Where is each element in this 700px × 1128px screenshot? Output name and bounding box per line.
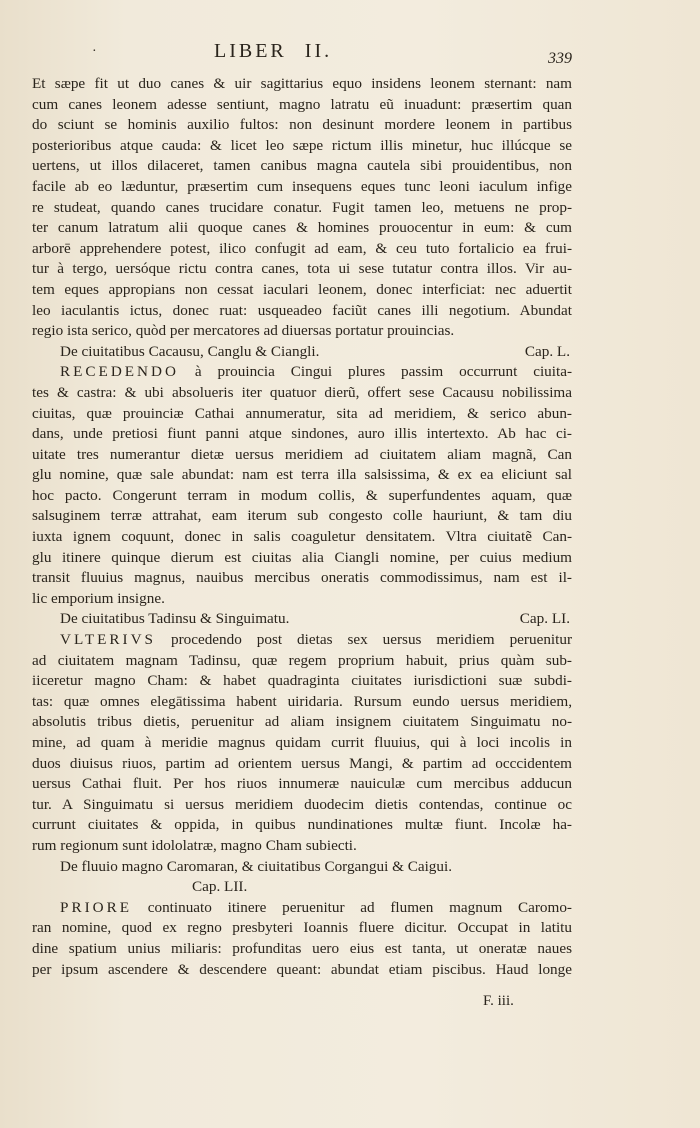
text-line: transit fluuius magnus, nauibus mercibus oneratis commodissimus, nam est il- <box>32 569 572 587</box>
text-line: Et sæpe fit ut duo canes & uir sagittarius equo insidens leonem sternant: nam <box>32 75 572 92</box>
text-line: uertens, ut illos dilaceret, tamen canibus magna cautela sibi prouidentibus, non <box>32 157 572 175</box>
text-line: iiceretur magno Cham: & habet quadraginta ciuitates iurisdictioni suæ subdi- <box>32 672 572 690</box>
text-line: glu nomine, quæ sale abundat: nam est terra illa salsissima, & ex ea eliciunt sal <box>32 466 572 484</box>
text-line: posterioribus atque cauda: & licet leo sæpe rictum illis minetur, huc illúcque se <box>32 136 572 154</box>
text-line: dine spatium unius miliaris: profunditas uero eius est tanta, ut oneratæ naues <box>32 939 572 957</box>
text-line: tas: quæ omnes elegātissima habent uiridaria. Rursum eundo uersus meridiem, <box>32 692 572 710</box>
folio-number: 339 <box>548 50 572 67</box>
text-line: leo iaculantis ictus, donec ruat: usqueadeo faciũt canes illi negotium. Abundat <box>32 301 572 319</box>
text-line: rum regionum sunt idololatræ, magno Cham subiecti. <box>32 836 357 854</box>
book-number: II. <box>304 40 333 62</box>
text-line: tem eques appropians non cessat iaculari leonem, donec interficiat: nec aduertit <box>32 280 572 298</box>
text-line: re studeat, quando canes trucidare conatur. Fugit tamen leo, metuens ne prop- <box>32 198 572 216</box>
opening-word: RECEDENDO <box>60 363 179 381</box>
text-line: duos diuisus riuos, partim ad orientem uersus Mangi, & partim ad occcidentem <box>32 754 572 772</box>
text-line: uitate tres numerantur dietæ uersus meridiem ad ciuitatem aliam magnã, Can <box>32 445 572 463</box>
text-line: cum canes leonem adesse sentiunt, magno latratu eũ inuadunt: præsertim quan <box>32 95 572 113</box>
running-head-title: LIBER <box>214 40 287 62</box>
text-line: dans, unde pretiosi fiunt panni atque sindones, auro illis intertexto. Ab hac ci- <box>32 425 572 443</box>
text-line: ran nomine, quod ex regno presbyteri Ioannis fluere dicitur. Occupat in latitu <box>32 919 572 937</box>
text-line: uersus Cathai fluit. Per hos riuos innumeræ nauiculæ cum mercibus adducun <box>32 775 572 793</box>
catchword: F. iii. <box>483 993 514 1009</box>
text-line: iuxta ignem coquunt, donec in salis coaguletur densitatem. Vltra ciuitatẽ Can- <box>32 528 572 546</box>
chapter-heading <box>32 609 572 630</box>
chapter-heading-title: De ciuitatibus Cacausu, Canglu & Ciangli. <box>60 342 320 360</box>
opening-word: PRIORE <box>60 898 133 916</box>
text-line: ter canum latratum alii quoque canes & homines prouocentur in eum: & cum <box>32 219 572 237</box>
text-line: glu itinere quinque dierum est ciuitas alia Ciangli nomine, per cuius medium <box>32 548 572 566</box>
text-block <box>32 74 572 980</box>
text-line: tur. A Singuimatu si uersus meridiem duodecim dietis contendas, continue oc <box>32 795 572 813</box>
text-line: do sciunt se hominis auxilio fultos: non desinunt mordere leonem in partibus <box>32 116 572 134</box>
chapter-number: Cap. L. <box>524 342 570 360</box>
text-line: facile ab eo læduntur, præsertim cum insequens eques tunc leoni iaculum infige <box>32 177 572 195</box>
text-line: tes & castra: & ubi absolueris iter quatuor dierũ, offert sese Cacausu nobilissima <box>32 383 572 401</box>
text-line: absolutis tribus dietis, peruenitur ad aliam insignem ciuitatem Singuimatu no- <box>32 713 572 731</box>
chapter-heading-title: De fluuio magno Caromaran, & ciuitatibus Corgangui & Caigui. <box>60 857 452 875</box>
text-line: PRIORE continuato itinere peruenitur ad flumen magnum Caromo- <box>60 898 572 916</box>
text-line: currunt ciuitates & oppida, in quibus nundinationes multæ fiunt. Incolæ ha- <box>32 816 572 834</box>
text-line: salsuginem terræ attrahat, eam iterum sub congesto colle hauriunt, & tam diu <box>32 507 572 525</box>
chapter-heading <box>32 342 572 363</box>
opening-word: VLTERIVS <box>60 631 157 649</box>
text-line: ciuitas, quæ prouinciæ Cathai annumeratur, sita ad meridiem, & serico abun- <box>32 404 572 422</box>
text-line: RECEDENDO à prouincia Cingui plures passim occurrunt ciuita- <box>60 363 572 381</box>
text-line: tur à tergo, uersóque rictu contra canes, tota ui sese tutatur contra illos. Vir au- <box>32 260 572 278</box>
running-head <box>214 40 332 63</box>
text-line: hoc pacto. Congerunt terram in modum collis, & superfundentes aquam, quæ <box>32 486 572 504</box>
chapter-heading <box>32 857 572 878</box>
printer-mark: · <box>92 44 97 59</box>
text-line: VLTERIVS procedendo post dietas sex uersus meridiem peruenitur <box>60 631 572 649</box>
text-line: ad ciuitatem magnam Tadinsu, quæ regem proprium habuit, prius quàm sub- <box>32 651 572 669</box>
chapter-number: Cap. LI. <box>519 610 570 628</box>
text-line: arborē apprehendere potest, ilico confugit ad eam, & ceu tuto fortalicio ea frui- <box>32 239 572 257</box>
text-line: per ipsum ascendere & descendere queant: abundat etiam piscibus. Haud longe <box>32 960 572 978</box>
text-line: lic emporium insigne. <box>32 589 165 607</box>
chapter-number: Cap. LII. <box>192 878 248 896</box>
text-line: regio ista serico, quòd per mercatores ad diuersas portatur prouincias. <box>32 322 455 340</box>
chapter-heading-title: De ciuitatibus Tadinsu & Singuimatu. <box>60 610 290 628</box>
text-line: mine, ad quam à meridie magnus quidam currit fluuius, qui à loci incolis in <box>32 734 572 751</box>
